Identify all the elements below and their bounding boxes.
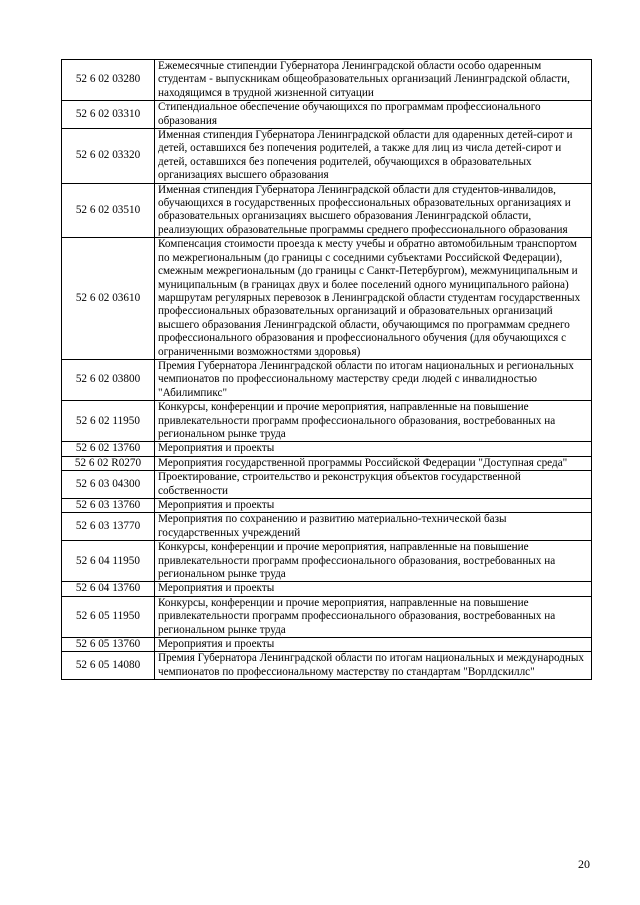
table-row: [62, 582, 592, 596]
table-row: [62, 359, 592, 400]
row-name: Конкурсы, конференции и прочие мероприятия, направленные на повышение привлекательности программ профессионального образования, востребованных на региональном рынке труда: [155, 596, 592, 637]
row-name: Именная стипендия Губернатора Ленинградской области для студентов-инвалидов, обучающихся в государственных профессиональных образовательных организациях и образовательных организациях высшего образования Ленинградской области, реализующих образовательные программы среднего профессионального образования: [155, 183, 592, 238]
table-row: [62, 456, 592, 470]
row-name: Мероприятия по сохранению и развитию материально-технической базы государственных учреждений: [155, 513, 592, 541]
row-name: Конкурсы, конференции и прочие мероприятия, направленные на повышение привлекательности программ профессионального образования, востребованных на региональном рынке труда: [155, 541, 592, 582]
row-code: 52 6 05 11950: [62, 596, 155, 637]
table-body: [62, 60, 592, 680]
row-name: Мероприятия и проекты: [155, 499, 592, 513]
table-row: [62, 541, 592, 582]
row-name: Компенсация стоимости проезда к месту учебы и обратно автомобильным транспортом по межрегиональным (до границы с соседними субъектами Российской Федерации), смежным межрегиональным (до границы с Санкт-Петербургом), межмуниципальным и муниципальным (в границах двух и более поселений одного муниципального района) маршрутам регулярных перевозок в Ленинградской области студентам государственных профессиональных образовательных организаций и образовательных организаций высшего образования Ленинградской области, обучающимся по программам среднего профессионального образования и профессионального обучения (для обучающихся с ограниченными возможностями здоровья): [155, 238, 592, 360]
table-row: [62, 638, 592, 652]
row-code: 52 6 05 13760: [62, 638, 155, 652]
row-code: 52 6 02 13760: [62, 442, 155, 456]
row-code: 52 6 02 03610: [62, 238, 155, 360]
row-code: 52 6 02 11950: [62, 401, 155, 442]
budget-classification-table: [61, 59, 592, 680]
row-code: 52 6 02 03280: [62, 60, 155, 101]
row-name: Мероприятия и проекты: [155, 582, 592, 596]
row-code: 52 6 03 13760: [62, 499, 155, 513]
row-name: Мероприятия и проекты: [155, 442, 592, 456]
table-row: [62, 652, 592, 680]
row-name: Премия Губернатора Ленинградской области по итогам национальных и международных чемпионатов по профессиональному мастерству по стандартам "Ворлдскиллс": [155, 652, 592, 680]
row-code: 52 6 02 03800: [62, 359, 155, 400]
row-code: 52 6 03 13770: [62, 513, 155, 541]
row-name: Проектирование, строительство и реконструкция объектов государственной собственности: [155, 471, 592, 499]
row-name: Стипендиальное обеспечение обучающихся по программам профессионального образования: [155, 101, 592, 129]
table-row: [62, 60, 592, 101]
table-row: [62, 183, 592, 238]
row-code: 52 6 02 03510: [62, 183, 155, 238]
row-name: Конкурсы, конференции и прочие мероприятия, направленные на повышение привлекательности программ профессионального образования, востребованных на региональном рынке труда: [155, 401, 592, 442]
table-row: [62, 499, 592, 513]
table-row: [62, 238, 592, 360]
table-row: [62, 513, 592, 541]
row-code: 52 6 02 R0270: [62, 456, 155, 470]
table-row: [62, 442, 592, 456]
row-name: Премия Губернатора Ленинградской области по итогам национальных и региональных чемпионатов по профессиональному мастерству среди людей с инвалидностью "Абилимпикс": [155, 359, 592, 400]
row-name: Мероприятия и проекты: [155, 638, 592, 652]
row-code: 52 6 03 04300: [62, 471, 155, 499]
row-code: 52 6 02 03320: [62, 129, 155, 184]
row-code: 52 6 02 03310: [62, 101, 155, 129]
row-code: 52 6 05 14080: [62, 652, 155, 680]
table-row: [62, 129, 592, 184]
table-row: [62, 596, 592, 637]
table-row: [62, 101, 592, 129]
row-code: 52 6 04 11950: [62, 541, 155, 582]
row-name: Именная стипендия Губернатора Ленинградской области для одаренных детей-сирот и детей, оставшихся без попечения родителей, а также для лиц из числа детей-сирот и детей, оставшихся без попечения родителей, обучающихся в образовательных организациях высшего образования: [155, 129, 592, 184]
row-code: 52 6 04 13760: [62, 582, 155, 596]
table-row: [62, 401, 592, 442]
table-row: [62, 471, 592, 499]
row-name: Ежемесячные стипендии Губернатора Ленинградской области особо одаренным студентам - выпускникам общеобразовательных организаций Ленинградской области, находящимся в трудной жизненной ситуации: [155, 60, 592, 101]
page-number: 20: [578, 857, 590, 871]
row-name: Мероприятия государственной программы Российской Федерации "Доступная среда": [155, 456, 592, 470]
